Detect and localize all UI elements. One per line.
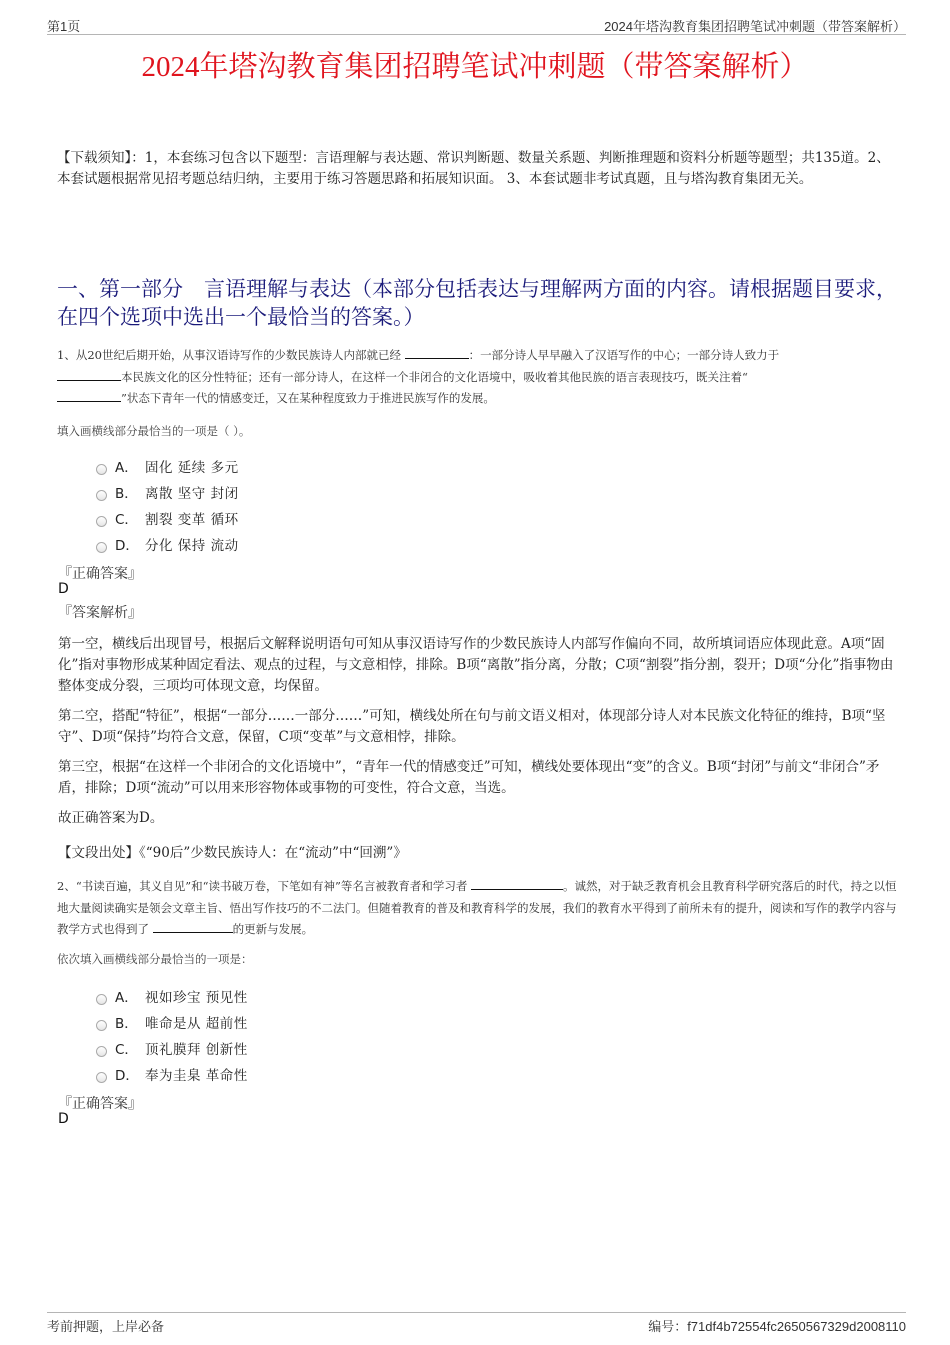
question-2-options: [96, 983, 248, 1087]
option-b[interactable]: B． 离散 坚守 封闭: [96, 479, 239, 505]
section-heading: 一、第一部分 言语理解与表达（本部分包括表达与理解两方面的内容。请根据题目要求，在四个选项中选出一个最恰当的答案。）: [57, 277, 897, 329]
option-c[interactable]: C． 割裂 变革 循环: [96, 505, 239, 531]
question-1-stem: 1、从20世纪后期开始，从事汉语诗写作的少数民族诗人内部就已经 ：一部分诗人早早融入了汉语写作的中心；一部分诗人致力于 本民族文化的区分性特征；还有一部分诗人，在这样一个非闭合的文化语境中，吸收着其他民族的语言表现技巧，既关注着“ ”状态下青年一代的情感变迁，又在某种程度致力于推进民族写作的发展。: [57, 348, 780, 405]
option-c[interactable]: C． 顶礼膜拜 创新性: [96, 1035, 248, 1061]
radio-icon[interactable]: [96, 1020, 107, 1031]
header-doc-title: 2024年塔沟教育集团招聘笔试冲刺题（带答案解析）: [604, 19, 906, 34]
page-footer: [47, 1312, 906, 1334]
analysis-conclusion: 故正确答案为D。: [58, 810, 164, 826]
option-b[interactable]: B． 唯命是从 超前性: [96, 1009, 248, 1035]
blank-1: [471, 877, 563, 890]
blank-2: [57, 368, 121, 381]
download-notice: 【下载须知】：1，本套练习包含以下题型：言语理解与表达题、常识判断题、数量关系题、判断推理题和资料分析题等题型；共135道。2、本套试题根据常见招考题总结归纳，主要用于练习答题思路和拓展知识面。 3、本套试题非考试真题，且与塔沟教育集团无关。: [57, 150, 890, 187]
analysis-paragraph-2: 第二空，搭配“特征”，根据“一部分……一部分……”可知，横线处所在句与前文语义相对，体现部分诗人对本民族文化特征的维持，B项“坚守”、D项“保持”均符合文意，保留，C项“变革”与文意相悖，排除。: [58, 708, 886, 745]
footer-serial: 编号：f71df4b72554fc2650567329d2008110: [648, 1319, 906, 1334]
blank-3: [57, 389, 121, 402]
option-d[interactable]: D． 奉为圭臬 革命性: [96, 1061, 248, 1087]
analysis-paragraph-3: 第三空，根据“在这样一个非闭合的文化语境中”，“青年一代的情感变迁”可知，横线处要体现出“变”的含义。B项“封闭”与前文“非闭合”矛盾，排除；D项“流动”可以用来形容物体或事物的可变性，符合文意，当选。: [58, 759, 880, 796]
page-header: [47, 14, 906, 35]
footer-slogan: 考前押题，上岸必备: [47, 1319, 165, 1334]
question-number: 2、: [57, 879, 76, 893]
correct-answer: D: [58, 1111, 69, 1127]
correct-answer-label: 『正确答案』: [58, 566, 142, 582]
blank-2: [153, 920, 233, 933]
question-number: 1、: [57, 348, 76, 362]
radio-icon[interactable]: [96, 994, 107, 1005]
question-2-stem: 2、“书读百遍，其义自见”和“读书破万卷，下笔如有神”等名言被教育者和学习者 。诚然，对于缺乏教育机会且教育科学研究落后的时代，持之以恒地大量阅读确实是领会文章主旨、悟出写作技巧的不二法门。但随着教育的普及和教育科学的发展，我们的教育水平得到了前所未有的提升，阅读和写作的教学内容与教学方式也得到了 的更新与发展。: [57, 879, 897, 936]
question-1-options: [96, 453, 239, 557]
source-citation: 【文段出处】《“90后”少数民族诗人：在“流动”中“回溯”》: [58, 845, 407, 861]
radio-icon[interactable]: [96, 1072, 107, 1083]
question-1-prompt: 填入画横线部分最恰当的一项是（ ）。: [57, 424, 251, 438]
radio-icon[interactable]: [96, 516, 107, 527]
radio-icon[interactable]: [96, 542, 107, 553]
radio-icon[interactable]: [96, 490, 107, 501]
document-title: 2024年塔沟教育集团招聘笔试冲刺题（带答案解析）: [141, 51, 809, 83]
correct-answer-label: 『正确答案』: [58, 1096, 142, 1112]
option-a[interactable]: A． 视如珍宝 预见性: [96, 983, 248, 1009]
analysis-label: 『答案解析』: [58, 605, 142, 621]
option-d[interactable]: D． 分化 保持 流动: [96, 531, 239, 557]
analysis-paragraph-1: 第一空，横线后出现冒号，根据后文解释说明语句可知从事汉语诗写作的少数民族诗人内部写作偏向不同，故所填词语应体现此意。A项“固化”指对事物形成某种固定看法、观点的过程，与文意相悖，排除。B项“离散”指分离，分散；C项“割裂”指分割，裂开；D项“分化”指事物由整体变成分裂，三项均可体现文意，均保留。: [58, 636, 894, 694]
option-a[interactable]: A． 固化 延续 多元: [96, 453, 239, 479]
blank-1: [405, 346, 469, 359]
page-number: 第1页: [47, 19, 81, 34]
correct-answer: D: [58, 581, 69, 597]
question-2-prompt: 依次填入画横线部分最恰当的一项是：: [57, 952, 253, 966]
radio-icon[interactable]: [96, 464, 107, 475]
radio-icon[interactable]: [96, 1046, 107, 1057]
